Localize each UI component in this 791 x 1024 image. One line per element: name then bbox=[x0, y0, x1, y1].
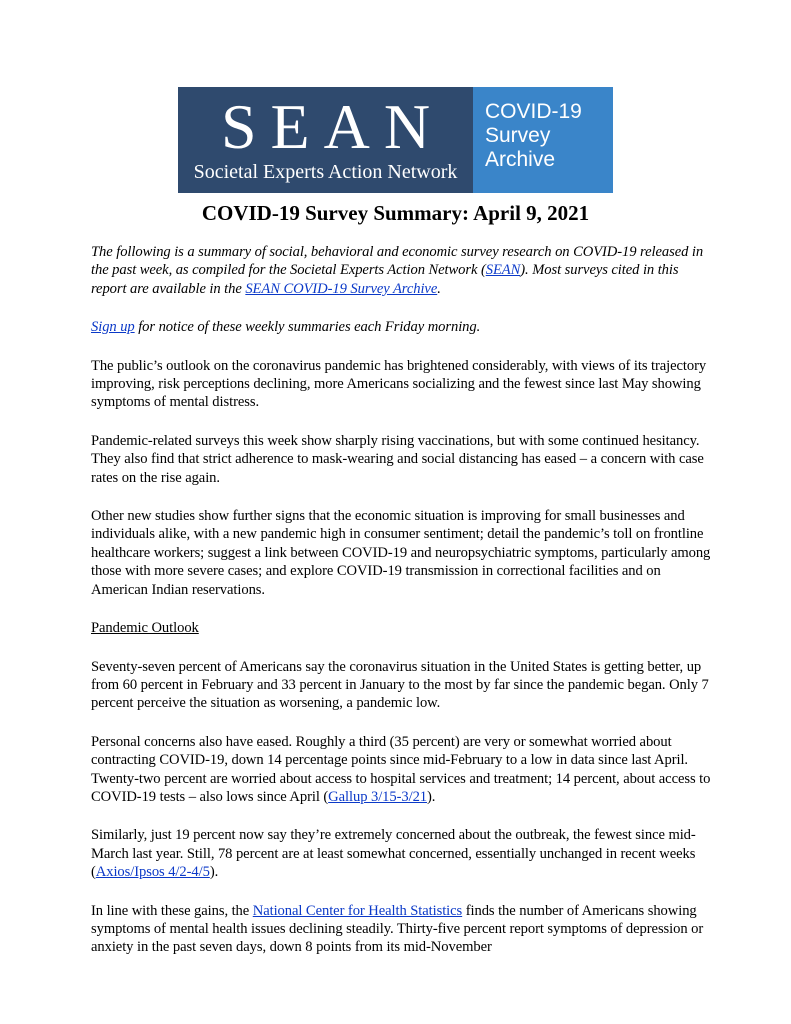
outlook-p3-end: ). bbox=[209, 864, 219, 881]
section-heading-pandemic-outlook: Pandemic Outlook bbox=[91, 620, 199, 637]
outlook-p3-text: Similarly, just 19 percent now say they’re extremely concerned about the outbreak, the fewest since mid-March last year. Still, 78 percent are at least somewhat concerned, essentially unchanged in recent weeks ( bbox=[91, 827, 696, 881]
logo-archive-panel bbox=[473, 87, 613, 193]
outlook-p2-text: Personal concerns also have eased. Roughly a third (35 percent) are very or somewhat worried about contracting COVID-19, down 14 percentage points since mid-February to a low in data since last April. Twenty-two percent are worried about access to hospital services and treatment; 14 percent, about access to COVID-19 tests – also lows since April ( bbox=[91, 733, 711, 805]
intro-text-1: The following is a summary of social, behavioral and economic survey research on COVID-19 released in the past week, as compiled for the Societal Experts Action Network ( bbox=[91, 244, 704, 279]
sean-link[interactable]: SEAN bbox=[485, 262, 521, 279]
logo-archive-line-3: Archive bbox=[485, 148, 556, 171]
outlook-p2-end: ). bbox=[427, 788, 436, 805]
outlook-paragraph-1: Seventy-seven percent of Americans say the coronavirus situation in the United States is getting better, up from 60 percent in February and 33 percent in January to the most by far since the pandemic began. Only 7 percent perceive the situation as worsening, a pandemic low. bbox=[91, 658, 709, 712]
outlook-p4-text-1: In line with these gains, the bbox=[91, 902, 253, 919]
outlook-paragraph-4 bbox=[91, 902, 711, 957]
logo-archive-line-1: COVID-19 bbox=[485, 100, 582, 123]
gallup-link[interactable]: Gallup 3/15-3/21 bbox=[328, 788, 428, 805]
logo-sean-wordmark: SEAN bbox=[220, 91, 445, 162]
outlook-paragraph-2 bbox=[91, 733, 711, 807]
signup-text: for notice of these weekly summaries each Friday morning. bbox=[134, 319, 481, 336]
summary-paragraph-2: Pandemic-related surveys this week show sharply rising vaccinations, but with some continued hesitancy. They also find that strict adherence to mask-wearing and social distancing has eased – a concern with case rates on the rise again. bbox=[91, 432, 704, 486]
document-body bbox=[91, 243, 711, 977]
intro-paragraph bbox=[91, 243, 711, 298]
page-title: COVID-19 Survey Summary: April 9, 2021 bbox=[201, 201, 590, 225]
logo-archive-line-2: Survey bbox=[485, 124, 551, 147]
sean-logo bbox=[178, 87, 613, 193]
outlook-paragraph-3 bbox=[91, 826, 711, 881]
intro-text-3: . bbox=[437, 280, 441, 297]
signup-paragraph bbox=[91, 318, 711, 336]
logo-tagline: Societal Experts Action Network bbox=[193, 161, 458, 183]
summary-paragraph-1: The public’s outlook on the coronavirus pandemic has brightened considerably, with views of its trajectory improving, risk perceptions declining, more Americans socializing and the fewest since last May showing symptoms of mental distress. bbox=[91, 357, 707, 411]
outlook-p4-text-2: finds the number of Americans showing symptoms of mental health issues declining steadily. Thirty-five percent report symptoms of depression or anxiety in the past seven days, down 8 points from its mid-November bbox=[91, 902, 704, 956]
logo-sean-panel bbox=[178, 87, 473, 193]
sign-up-link[interactable]: Sign up bbox=[91, 319, 135, 336]
intro-text-2: ). Most surveys cited in this report are available in the bbox=[91, 262, 679, 297]
survey-archive-link[interactable]: SEAN COVID-19 Survey Archive bbox=[245, 280, 438, 297]
summary-paragraph-3: Other new studies show further signs that the economic situation is improving for small businesses and individuals alike, with a new pandemic high in consumer sentiment; detail the pandemic’s toll on frontline healthcare workers; suggest a link between COVID-19 and neuropsychiatric symptoms, particularly among those with more severe cases; and explore COVID-19 transmission in correctional facilities and on American Indian reservations. bbox=[91, 508, 711, 598]
axios-ipsos-link[interactable]: Axios/Ipsos 4/2-4/5 bbox=[95, 864, 210, 881]
nchs-link[interactable]: National Center for Health Statistics bbox=[252, 902, 463, 919]
